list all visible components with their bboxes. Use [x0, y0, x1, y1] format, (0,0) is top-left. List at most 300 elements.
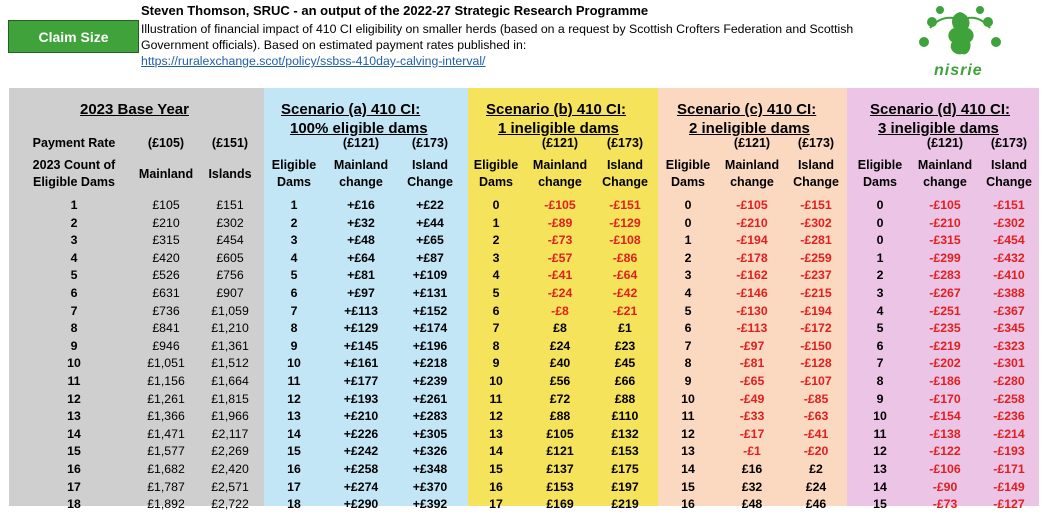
scenario-a-cell: 2	[290, 215, 298, 230]
scenario-b-cell: £219	[611, 497, 639, 512]
scenario-d-cell: 9	[876, 391, 884, 406]
scenario-d-cell: -£283	[929, 268, 961, 283]
base-islands: £1,210	[211, 321, 249, 336]
scenario-b-cell: £197	[611, 479, 639, 494]
islands-rate: (£151)	[211, 136, 249, 150]
scenario-c-cell: -£210	[736, 215, 768, 230]
scenario-c-cell: 15	[681, 479, 695, 494]
scenario-b-cell: -£24	[547, 286, 573, 300]
scenario-b-cell: £137	[546, 462, 574, 476]
base-count: 17	[67, 479, 81, 494]
scenario-a-cell: +£226	[343, 426, 379, 441]
scenario-c-rate: (£173)	[797, 136, 835, 150]
scenario-a-cell: +£64	[347, 250, 375, 265]
scenario-a-cell: 17	[287, 479, 301, 494]
scenario-c-cell: £32	[741, 479, 763, 494]
scenario-a-cell: 6	[290, 286, 298, 300]
base-islands: £907	[216, 286, 244, 300]
scenario-a-cell: +£16	[347, 198, 375, 212]
mainland-rate: (£105)	[147, 136, 185, 150]
base-count: 18	[67, 497, 81, 512]
base-islands: £1,059	[211, 303, 249, 318]
scenario-c-cell: 10	[681, 391, 695, 406]
scenario-d-cell: -£454	[993, 233, 1025, 248]
scenario-d-cell: -£258	[993, 391, 1025, 406]
source-link[interactable]: https://ruralexchange.scot/policy/ssbss-410day-calving-interval/	[141, 54, 486, 68]
base-count: 11	[67, 374, 81, 388]
scenario-a-cell: 1	[290, 198, 298, 212]
scenario-c-cell: -£33	[739, 409, 765, 424]
scenario-a-cell: +£174	[412, 321, 448, 336]
scenario-b-cell: 16	[489, 479, 503, 494]
scenario-d-cell: -£122	[929, 444, 961, 459]
scenario-d-cell: -£299	[929, 250, 961, 265]
scenario-b-rate: (£173)	[606, 136, 644, 150]
scenario-a-cell: +£242	[343, 444, 379, 459]
scenario-b-cell: 11	[489, 391, 503, 406]
scenario-c-title: Scenario (c) 410 CI:	[677, 101, 817, 118]
base-count: 6	[70, 286, 78, 300]
scenario-a-cell: +£290	[343, 497, 379, 512]
scenario-d-cell: -£315	[929, 233, 961, 248]
scenario-c-cell: -£194	[736, 233, 768, 248]
scenario-d-cell: 7	[876, 356, 884, 371]
scenario-a-cell: +£239	[412, 374, 448, 388]
base-islands: £756	[216, 268, 244, 283]
scenario-a-cell: +£145	[343, 338, 379, 353]
payment-rate-label: Payment Rate	[32, 136, 116, 150]
scenario-d-rate: (£173)	[990, 136, 1028, 150]
base-mainland: £1,156	[147, 374, 185, 388]
scenario-d-cell: 12	[873, 444, 887, 459]
scenario-d-cell: -£106	[929, 462, 961, 476]
scenario-b-cell: -£105	[544, 198, 576, 212]
scenario-d-cell: 11	[873, 426, 887, 441]
base-islands: £302	[216, 215, 244, 230]
scenario-c-cell: 3	[684, 268, 692, 283]
scenario-a-cell: +£348	[412, 462, 448, 476]
base-mainland: £420	[152, 250, 180, 265]
scenario-a-cell: 18	[287, 497, 301, 512]
scenario-a-cell: +£258	[343, 462, 379, 476]
scenario-a-title: Scenario (a) 410 CI:	[281, 101, 421, 118]
scenario-b-cell: -£41	[547, 268, 573, 283]
scenario-b-cell: £175	[611, 462, 639, 476]
base-count: 14	[67, 426, 81, 441]
scenario-a-cell: +£22	[416, 198, 444, 212]
scenario-b-cell: 15	[489, 462, 503, 476]
mainland-label: Mainland	[138, 167, 194, 181]
scenario-c-subtitle: 2 ineligible dams	[689, 120, 810, 137]
scenario-b-cell: £110	[611, 409, 639, 424]
scenario-b-cell: £169	[546, 497, 574, 512]
scenario-a-cell: 4	[290, 250, 298, 265]
scenario-c-cell: -£49	[739, 391, 765, 406]
base-islands: £1,664	[211, 374, 249, 388]
scenario-a-cell: +£65	[416, 233, 444, 248]
scenario-a-cell: +£177	[343, 374, 379, 388]
scenario-b-cell: -£8	[551, 303, 569, 318]
scenario-b-cell: -£73	[547, 233, 573, 248]
scenario-b-cell: £45	[614, 356, 636, 371]
scenario-a-cell: 9	[290, 338, 298, 353]
scenario-a-rate: (£121)	[342, 136, 380, 150]
base-count: 15	[67, 444, 81, 459]
page-title: Steven Thomson, SRUC - an output of the 2022-27 Strategic Research Programme	[141, 3, 649, 18]
scenario-b-cell: £40	[549, 356, 571, 371]
scenario-b-cell: 13	[489, 426, 503, 441]
base-count: 10	[67, 356, 81, 371]
scenario-d-cell: -£251	[929, 303, 961, 318]
scenario-b-cell: 9	[492, 356, 500, 371]
scenario-d-cell: -£73	[932, 497, 958, 512]
scenario-c-cell: £2	[809, 462, 823, 476]
scenario-d-cell: 0	[876, 198, 884, 212]
scenario-c-cell: 2	[684, 250, 692, 265]
scenario-c-column-header: Eligible Dams	[665, 158, 711, 189]
scenario-c-cell: -£259	[800, 250, 832, 265]
scenario-b-cell: £153	[611, 444, 639, 459]
scenario-b-cell: £23	[614, 338, 636, 353]
scenario-c-cell: -£20	[803, 444, 829, 459]
scenario-c-cell: -£85	[803, 391, 829, 406]
base-mainland: £1,366	[147, 409, 185, 424]
scenario-c-cell: -£17	[739, 426, 765, 441]
base-mainland: £315	[152, 233, 180, 248]
scenario-c-cell: 7	[684, 338, 692, 353]
scenario-c-cell: 0	[684, 215, 692, 230]
scenario-b-cell: £105	[546, 426, 574, 441]
scenario-c-cell: £48	[741, 497, 763, 512]
scenario-d-cell: -£193	[993, 444, 1025, 459]
scenario-b-cell: 1	[492, 215, 500, 230]
scenario-b-cell: £88	[614, 391, 636, 406]
scenario-d-cell: -£170	[929, 391, 961, 406]
scenario-a-cell: 7	[290, 303, 298, 318]
scenario-b-cell: -£89	[547, 215, 573, 230]
base-islands: £2,420	[211, 462, 249, 476]
scenario-d-cell: 13	[873, 462, 887, 476]
base-year-title: 2023 Base Year	[80, 101, 189, 118]
scenario-d-cell: -£154	[929, 409, 961, 424]
scenario-a-cell: 14	[287, 426, 301, 441]
scenario-b-cell: 14	[489, 444, 503, 459]
scenario-b-cell: £56	[549, 374, 571, 388]
scenario-d-cell: -£236	[993, 409, 1025, 424]
scenario-a-cell: 5	[290, 268, 298, 283]
scenario-c-cell: 16	[681, 497, 695, 512]
scenario-d-cell: -£186	[929, 374, 961, 388]
base-islands: £1,966	[211, 409, 249, 424]
scenario-a-cell: +£32	[347, 215, 375, 230]
scenario-c-cell: -£151	[800, 198, 832, 212]
scenario-c-column-header: Island Change	[793, 158, 839, 189]
scenario-b-cell: £1	[618, 321, 632, 336]
scenario-b-cell: -£42	[612, 286, 638, 300]
base-mainland: £1,892	[147, 497, 185, 512]
scenario-a-cell: +£392	[412, 497, 448, 512]
scenario-c-cell: -£215	[800, 286, 832, 300]
scenario-c-cell: 11	[681, 409, 695, 424]
scenario-d-cell: -£367	[993, 303, 1025, 318]
scenario-c-rate: (£121)	[733, 136, 771, 150]
scenario-a-cell: +£274	[343, 479, 379, 494]
scenario-c-column-header: Mainland change	[724, 158, 780, 189]
scenario-a-cell: +£44	[416, 215, 444, 230]
scenario-a-cell: +£193	[343, 391, 379, 406]
scenario-d-subtitle: 3 ineligible dams	[878, 120, 999, 137]
base-count: 12	[67, 391, 81, 406]
scenario-d-cell: 0	[876, 233, 884, 248]
scenario-a-cell: 15	[287, 444, 301, 459]
base-mainland: £210	[152, 215, 180, 230]
scenario-d-cell: -£171	[993, 462, 1025, 476]
scenario-a-cell: +£87	[416, 250, 444, 265]
scenario-d-cell: -£410	[993, 268, 1025, 283]
base-islands: £1,361	[211, 338, 249, 353]
scenario-b-subtitle: 1 ineligible dams	[498, 120, 619, 137]
base-count: 4	[70, 250, 78, 265]
scenario-c-cell: 12	[681, 426, 695, 441]
scenario-a-cell: +£81	[347, 268, 375, 283]
scenario-d-cell: -£138	[929, 426, 961, 441]
scenario-a-column-header: Mainland change	[333, 158, 389, 189]
scenario-a-cell: 8	[290, 321, 298, 336]
base-mainland: £526	[152, 268, 180, 283]
scenario-b-cell: £8	[553, 321, 567, 336]
scenario-c-cell: -£97	[739, 338, 765, 353]
scenario-a-cell: 3	[290, 233, 298, 248]
scenario-d-cell: 4	[876, 303, 884, 318]
base-count: 16	[67, 462, 81, 476]
scenario-d-cell: -£202	[929, 356, 961, 371]
scenario-d-cell: -£345	[993, 321, 1025, 336]
base-count: 5	[70, 268, 78, 283]
scenario-d-cell: 0	[876, 215, 884, 230]
scenario-d-cell: -£219	[929, 338, 961, 353]
base-islands: £605	[216, 250, 244, 265]
base-islands: £454	[216, 233, 244, 248]
scenario-b-column-header: Eligible Dams	[473, 158, 519, 189]
scenario-c-cell: -£194	[800, 303, 832, 318]
scenario-c-cell: £24	[805, 479, 827, 494]
claim-size-label: Claim Size	[8, 20, 139, 53]
scenario-d-cell: 1	[876, 250, 884, 265]
page-description: Illustration of financial impact of 410 CI eligibility on smaller herds (based on a request by Scottish Crofters Federation and Scottish Government officials). Based on estimated payment rates published in:	[141, 22, 854, 52]
base-mainland: £946	[152, 338, 180, 353]
scenario-a-cell: 11	[287, 374, 301, 388]
base-mainland: £1,471	[147, 426, 185, 441]
scenario-b-cell: £88	[549, 409, 571, 424]
scenario-b-cell: £132	[611, 426, 639, 441]
scenario-a-cell: +£210	[343, 409, 379, 424]
base-count: 13	[67, 409, 81, 424]
scenario-b-title: Scenario (b) 410 CI:	[486, 101, 627, 118]
scenario-b-cell: -£129	[609, 215, 641, 230]
scenario-d-cell: 6	[876, 338, 884, 353]
scenario-a-cell: +£129	[343, 321, 379, 336]
scenario-c-cell: -£105	[736, 198, 768, 212]
base-count: 3	[70, 233, 78, 248]
base-islands: £2,571	[211, 479, 249, 494]
scenario-a-cell: 12	[287, 391, 301, 406]
base-mainland: £1,682	[147, 462, 185, 476]
scenario-a-cell: +£196	[412, 338, 448, 353]
scenario-a-cell: +£218	[412, 356, 448, 371]
scenario-a-cell: +£97	[347, 286, 375, 300]
scenario-a-cell: 16	[287, 462, 301, 476]
base-mainland: £631	[152, 286, 180, 300]
scenario-b-cell: -£64	[612, 268, 638, 283]
scenario-a-cell: +£305	[412, 426, 448, 441]
scenario-c-cell: £46	[805, 497, 827, 512]
scenario-d-cell: -£302	[993, 215, 1025, 230]
scenario-b-cell: 0	[492, 198, 500, 212]
scenario-d-cell: 8	[876, 374, 884, 388]
scenario-b-cell: 4	[492, 268, 500, 283]
scenario-c-cell: 4	[684, 286, 692, 300]
scenario-a-column-header: Island Change	[407, 158, 453, 189]
scenario-c-cell: -£107	[800, 374, 832, 388]
scenario-c-cell: 1	[684, 233, 692, 248]
scenario-c-cell: 14	[681, 462, 695, 476]
scenario-c-cell: -£128	[800, 356, 832, 371]
scenario-a-cell: +£261	[412, 391, 448, 406]
scenario-d-cell: 3	[876, 286, 884, 300]
base-mainland: £1,577	[147, 444, 185, 459]
scenario-b-column-header: Island Change	[602, 158, 648, 189]
scenario-d-cell: -£267	[929, 286, 961, 300]
base-count: 7	[70, 303, 78, 318]
scenario-c-cell: -£65	[739, 374, 765, 388]
scenario-a-cell: 13	[287, 409, 301, 424]
scenario-c-cell: -£150	[800, 338, 832, 353]
scenario-b-cell: 17	[489, 497, 503, 512]
scenario-d-column-header: Eligible Dams	[857, 158, 903, 189]
scenario-b-cell: 8	[492, 338, 500, 353]
scenario-d-cell: 14	[873, 479, 887, 494]
scenario-d-cell: -£301	[993, 356, 1025, 371]
base-mainland: £105	[152, 198, 180, 212]
base-islands: £151	[216, 198, 244, 212]
scenario-c-cell: -£113	[736, 321, 768, 336]
scenario-d-cell: 5	[876, 321, 884, 336]
scenario-b-cell: £121	[546, 444, 574, 459]
scenario-d-cell: 10	[873, 409, 887, 424]
scenario-a-cell: +£370	[412, 479, 448, 494]
scenario-a-cell: +£283	[412, 409, 448, 424]
scenario-d-column-header: Mainland change	[917, 158, 973, 189]
base-islands: £1,512	[211, 356, 249, 371]
scenario-d-cell: -£432	[993, 250, 1025, 265]
scenario-b-cell: -£21	[612, 303, 638, 318]
scenario-c-cell: -£41	[803, 426, 829, 441]
base-mainland: £841	[152, 321, 180, 336]
scenario-b-cell: 3	[492, 250, 500, 265]
scenario-b-cell: -£57	[547, 250, 573, 265]
scenario-c-cell: £16	[741, 462, 763, 476]
scenario-b-cell: 5	[492, 286, 500, 300]
scenario-a-cell: +£131	[412, 286, 448, 300]
scenario-c-cell: 5	[684, 303, 692, 318]
scenario-c-cell: -£146	[736, 286, 768, 300]
base-mainland: £736	[152, 303, 180, 318]
scenario-b-cell: 12	[489, 409, 503, 424]
base-islands: £1,815	[211, 391, 249, 406]
scenario-c-cell: -£237	[800, 268, 832, 283]
base-islands: £2,269	[211, 444, 249, 459]
scenario-c-cell: -£281	[800, 233, 832, 248]
scenario-b-rate: (£121)	[541, 136, 579, 150]
scenario-a-cell: +£161	[343, 356, 379, 371]
scenario-c-cell: 0	[684, 198, 692, 212]
scenario-b-cell: -£151	[609, 198, 641, 212]
scenario-a-cell: +£109	[412, 268, 448, 283]
scenario-d-rate: (£121)	[926, 136, 964, 150]
scenario-a-rate: (£173)	[411, 136, 449, 150]
scenario-b-cell: -£108	[609, 233, 641, 248]
scenario-b-cell: 10	[489, 374, 503, 388]
scenario-a-cell: +£326	[412, 444, 448, 459]
islands-label: Islands	[208, 167, 252, 181]
scenario-c-cell: -£162	[736, 268, 768, 283]
scenario-c-cell: -£1	[743, 444, 761, 459]
scenario-d-cell: -£214	[993, 426, 1025, 441]
scenario-d-column-header: Island Change	[986, 158, 1032, 189]
scenario-d-cell: -£90	[932, 479, 958, 494]
scenario-a-column-header: Eligible Dams	[271, 158, 317, 189]
scenario-a-cell: +£48	[347, 233, 375, 248]
scenario-d-title: Scenario (d) 410 CI:	[870, 101, 1011, 118]
scenario-b-cell: £72	[549, 391, 571, 406]
scenario-a-cell: +£152	[412, 303, 448, 318]
base-mainland: £1,261	[147, 391, 185, 406]
scenario-d-cell: -£388	[993, 286, 1025, 300]
scenario-d-cell: -£210	[929, 215, 961, 230]
scenario-d-cell: -£280	[993, 374, 1025, 388]
logo-text: nisrie	[934, 62, 983, 79]
scenario-c-cell: 8	[684, 356, 692, 371]
scenario-d-cell: -£323	[993, 338, 1025, 353]
scenario-c-cell: -£81	[739, 356, 765, 371]
base-mainland: £1,787	[147, 479, 185, 494]
scenario-c-cell: 9	[684, 374, 692, 388]
scenario-a-subtitle: 100% eligible dams	[290, 120, 428, 137]
scenario-d-cell: -£105	[929, 198, 961, 212]
scenario-b-cell: -£86	[612, 250, 638, 265]
scenario-c-cell: -£178	[736, 250, 768, 265]
scenario-b-cell: 2	[492, 233, 500, 248]
scenario-b-cell: £153	[546, 479, 574, 494]
scenario-c-cell: 13	[681, 444, 695, 459]
scenario-d-cell: -£235	[929, 321, 961, 336]
scenario-a-cell: +£113	[344, 303, 378, 318]
scenario-d-cell: 15	[873, 497, 887, 512]
base-islands: £2,722	[211, 497, 249, 512]
scenario-c-cell: -£63	[803, 409, 829, 424]
count-label: 2023 Count of Eligible Dams	[32, 158, 116, 189]
scenario-b-cell: 7	[492, 321, 500, 336]
base-count: 8	[70, 321, 78, 336]
scenario-b-cell: £24	[549, 338, 571, 353]
scenario-a-cell: 10	[287, 356, 301, 371]
scenario-b-column-header: Mainland change	[532, 158, 588, 189]
base-count: 1	[70, 198, 78, 212]
scenario-d-cell: 2	[876, 268, 884, 283]
scenario-b-cell: 6	[492, 303, 500, 318]
base-count: 9	[70, 338, 78, 353]
scenario-d-cell: -£127	[993, 497, 1025, 512]
